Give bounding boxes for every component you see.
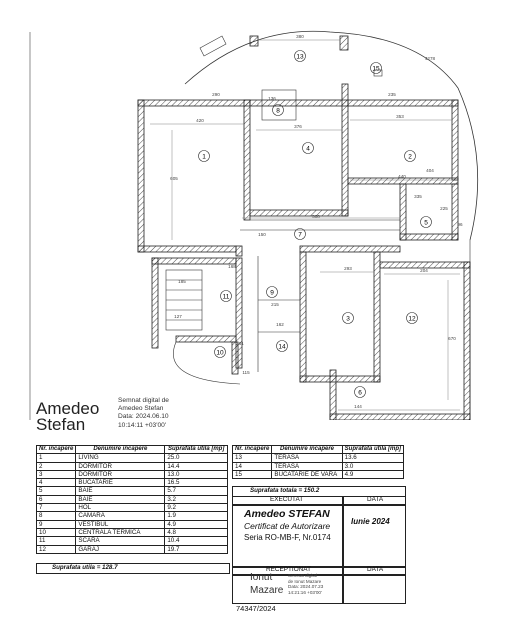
cell-nr: 14 — [233, 462, 272, 470]
table-row — [37, 537, 228, 545]
cell-denumire: DORMITOR — [76, 470, 165, 478]
signature-left-meta3: Data: 2024.06.10 — [118, 413, 169, 421]
cell-nr: 8 — [37, 512, 76, 520]
table-row — [37, 470, 228, 478]
rec-meta3: Data: 2024.07.23 — [288, 584, 324, 590]
rec-name1: Ionut — [250, 572, 273, 583]
cell-nr: 7 — [37, 504, 76, 512]
cell-denumire: CAMARA — [76, 512, 165, 520]
dimension-label: 293 — [344, 266, 352, 271]
th-suprafata: Suprafata utila [mp] — [165, 446, 228, 454]
dimension-label: 4278 — [424, 56, 436, 61]
table-row — [37, 528, 228, 536]
cert-name: Amedeo STEFAN — [244, 508, 330, 520]
cell-suprafata: 13.0 — [165, 470, 228, 478]
cell-suprafata: 4.9 — [342, 470, 403, 478]
data-label-2: DATA — [367, 566, 384, 573]
dimension-label: 144 — [354, 404, 362, 409]
th-denumire: Denumire incapere — [76, 446, 165, 454]
dimension-label: 353 — [396, 114, 404, 119]
rooms-table-right — [232, 445, 404, 479]
dimension-label: 380 — [296, 34, 304, 39]
dimension-label: 162 — [276, 322, 284, 327]
cell-suprafata: 4.8 — [165, 528, 228, 536]
th-nr: Nr. incapere — [37, 446, 76, 454]
walls — [138, 36, 470, 420]
table-row — [37, 495, 228, 503]
rec-name2: Mazare — [250, 585, 284, 596]
dimension-label: 420 — [196, 118, 204, 123]
th-suprafata-right: Suprafata utila [mp] — [342, 446, 403, 454]
cell-denumire: CENTRALA TERMICA — [76, 528, 165, 536]
table-row — [233, 454, 404, 462]
dimension-label: 376 — [294, 124, 302, 129]
table-row — [37, 512, 228, 520]
room-number-15: 15 — [372, 65, 380, 73]
dimension-label: 404 — [426, 168, 434, 173]
table-row — [37, 487, 228, 495]
room-number-11: 11 — [222, 293, 230, 301]
cert-date-body — [342, 504, 406, 568]
table-row — [37, 462, 228, 470]
dimension-label: 168 — [228, 264, 236, 269]
cell-nr: 13 — [233, 454, 272, 462]
rec-meta2: de Ionut Mazare — [288, 578, 322, 584]
cell-denumire: GARAJ — [76, 545, 165, 553]
cell-suprafata: 25.0 — [165, 454, 228, 462]
signature-left-meta2: Amedeo Stefan — [118, 405, 164, 413]
table-row — [37, 520, 228, 528]
rec-meta4: 14:21:16 +03'00' — [288, 589, 322, 595]
room-number-9: 9 — [270, 289, 274, 297]
cell-suprafata: 9.2 — [165, 504, 228, 512]
signature-left-meta1: Semnat digital de — [118, 397, 169, 404]
cell-suprafata: 19.7 — [165, 545, 228, 553]
signature-left-meta4: 10:14:11 +03'00' — [118, 421, 167, 429]
total-utila-box — [36, 563, 230, 574]
cell-suprafata: 16.5 — [165, 479, 228, 487]
dimension-label: 225 — [440, 206, 448, 211]
dimension-label: 127 — [174, 314, 182, 319]
cell-nr: 3 — [37, 470, 76, 478]
signature-left-name-line1: Amedeo — [36, 399, 100, 418]
data-label: DATA — [367, 496, 384, 503]
rec-meta — [288, 573, 323, 595]
dimension-label: 235 — [388, 92, 396, 97]
terrace-arc-outer — [458, 88, 478, 240]
cell-suprafata: 13.6 — [342, 454, 403, 462]
cell-nr: 4 — [37, 479, 76, 487]
dimension-label: 335 — [414, 194, 422, 199]
room-number-1: 1 — [202, 153, 206, 161]
cell-nr: 9 — [37, 520, 76, 528]
cell-suprafata: 1.9 — [165, 512, 228, 520]
dimension-label: 215 — [271, 302, 279, 307]
cell-nr: 6 — [37, 495, 76, 503]
dimension-labels — [170, 34, 463, 409]
cell-denumire: TERASA — [272, 454, 342, 462]
room-number-12: 12 — [408, 315, 416, 323]
cell-suprafata: 10.4 — [165, 537, 228, 545]
table-row — [37, 504, 228, 512]
cell-nr: 2 — [37, 462, 76, 470]
room-number-4: 4 — [306, 145, 310, 153]
rooms-table-left — [36, 445, 228, 554]
th-nr-right: Nr. incapere — [233, 446, 272, 454]
cell-nr: 12 — [37, 545, 76, 553]
cell-nr: 10 — [37, 528, 76, 536]
table-row — [37, 479, 228, 487]
dimension-label: 290 — [212, 92, 220, 97]
room-number-10: 10 — [216, 349, 224, 357]
cell-suprafata: 3.2 — [165, 495, 228, 503]
table-row — [37, 454, 228, 462]
cell-denumire: SCARA — [76, 537, 165, 545]
cell-nr: 15 — [233, 470, 272, 478]
cell-denumire: HOL — [76, 504, 165, 512]
room-number-8: 8 — [276, 107, 280, 115]
room-number-3: 3 — [346, 315, 350, 323]
executat-label: EXECUTAT — [270, 496, 304, 503]
room-number-5: 5 — [424, 219, 428, 227]
cell-nr: 11 — [37, 537, 76, 545]
cell-denumire: DORMITOR — [76, 462, 165, 470]
table-row — [233, 462, 404, 470]
dimension-label: 136 — [268, 96, 276, 101]
dimension-label: 261 — [236, 341, 244, 346]
cell-denumire: BAIE — [76, 495, 165, 503]
cell-suprafata: 14.4 — [165, 462, 228, 470]
dimension-label: 115 — [242, 370, 250, 375]
cell-suprafata: 4.9 — [165, 520, 228, 528]
cert-date: Iunie 2024 — [351, 517, 390, 526]
signature-left-name-line2: Stefan — [36, 415, 86, 434]
room-number-6: 6 — [358, 389, 362, 397]
total-totala: Suprafata totala = 150.2 — [250, 487, 320, 494]
dimension-label: 204 — [420, 268, 428, 273]
cell-denumire: LIVING — [76, 454, 165, 462]
terrace-arc — [185, 31, 458, 88]
dimension-label: 670 — [448, 336, 456, 341]
cell-nr: 1 — [37, 454, 76, 462]
dimension-label: 96 — [457, 222, 463, 227]
cell-suprafata: 3.0 — [342, 462, 403, 470]
table-row — [37, 545, 228, 553]
th-denumire-right: Denumire incapere — [272, 446, 342, 454]
total-utila: Suprafata utila = 128.7 — [52, 564, 118, 571]
room-number-13: 13 — [296, 53, 304, 61]
receptionat-date-body — [342, 574, 406, 604]
dimension-label: 185 — [178, 279, 186, 284]
room-number-14: 14 — [278, 343, 286, 351]
cell-denumire: BUCATARIE — [76, 479, 165, 487]
dimension-label: 605 — [170, 176, 178, 181]
cell-suprafata: 5.7 — [165, 487, 228, 495]
room-number-7: 7 — [298, 231, 302, 239]
rec-meta1: Semnat digital — [288, 573, 318, 578]
cert-title: Certificat de Autorizare — [244, 521, 331, 531]
cert-series: Seria RO-MB-F, Nr.0174 — [244, 533, 331, 542]
cell-denumire: BUCATARIE DE VARA — [272, 470, 342, 478]
receptionat-label: RECEPTIONAT — [266, 566, 311, 573]
cell-nr: 5 — [37, 487, 76, 495]
cell-denumire: BAIE — [76, 487, 165, 495]
signature-left-meta — [118, 397, 169, 430]
dimension-label: 500 — [312, 214, 320, 219]
dimension-label: 150 — [258, 232, 266, 237]
cell-denumire: VESTIBUL — [76, 520, 165, 528]
registration-number: 74347/2024 — [236, 604, 276, 613]
table-row — [233, 470, 404, 478]
dimension-label: 440 — [398, 174, 406, 179]
room-number-2: 2 — [408, 153, 412, 161]
cell-denumire: TERASA — [272, 462, 342, 470]
